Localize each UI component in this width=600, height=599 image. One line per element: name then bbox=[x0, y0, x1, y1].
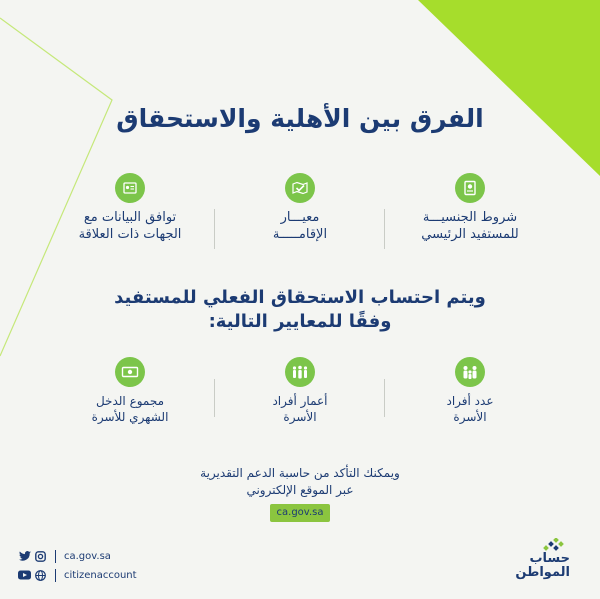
criterion-data-match-line2: الجهات ذات العلاقة bbox=[78, 227, 182, 242]
divider bbox=[214, 209, 215, 249]
footer-separator bbox=[55, 569, 56, 582]
divider bbox=[214, 379, 215, 417]
footer-separator bbox=[55, 550, 56, 563]
footer-handle-row bbox=[18, 567, 137, 583]
criterion-nationality-line1: شروط الجنسيـــة bbox=[422, 210, 518, 225]
footer-handle-text: citizenaccount bbox=[64, 569, 137, 581]
footer-site-text: ca.gov.sa bbox=[64, 550, 111, 562]
money-income-icon bbox=[115, 357, 145, 387]
criterion-family-ages-line2: الأسرة bbox=[283, 410, 317, 424]
residence-map-icon bbox=[285, 173, 315, 203]
divider bbox=[384, 209, 385, 249]
data-match-icon bbox=[115, 173, 145, 203]
subtitle-line1: ويتم احتساب الاستحقاق الفعلي للمستفيد bbox=[114, 287, 486, 308]
website-link-button[interactable]: ca.gov.sa bbox=[270, 504, 330, 522]
criterion-monthly-income-line2: الشهري للأسرة bbox=[91, 410, 169, 424]
family-members-icon bbox=[455, 357, 485, 387]
twitter-icon[interactable] bbox=[18, 551, 31, 562]
footer-social bbox=[18, 548, 137, 586]
note-line2: عبر الموقع الإلكتروني bbox=[246, 483, 354, 497]
brand-line1: حساب bbox=[529, 551, 570, 566]
criterion-residence-line2: الإقامـــــة bbox=[272, 227, 328, 242]
footer-site-row bbox=[18, 548, 137, 564]
criterion-family-ages bbox=[230, 357, 370, 425]
globe-icon[interactable] bbox=[34, 570, 47, 581]
criterion-monthly-income-line1: مجموع الدخل bbox=[95, 394, 165, 408]
entitlement-criteria bbox=[60, 357, 540, 437]
criterion-monthly-income bbox=[60, 357, 200, 425]
criterion-residence bbox=[230, 173, 370, 243]
criterion-family-size-line2: الأسرة bbox=[453, 410, 487, 424]
nationality-document-icon bbox=[455, 173, 485, 203]
subtitle-line2: وفقًا للمعايير التالية: bbox=[208, 311, 392, 332]
calculator-note bbox=[0, 465, 600, 499]
eligibility-criteria bbox=[60, 173, 540, 253]
divider bbox=[384, 379, 385, 417]
family-ages-icon bbox=[285, 357, 315, 387]
criterion-family-size bbox=[400, 357, 540, 425]
criterion-data-match-line1: توافق البيانات مع bbox=[83, 210, 177, 225]
criterion-family-ages-line1: أعمار أفراد bbox=[272, 394, 328, 408]
citizen-account-logo bbox=[490, 538, 570, 578]
page-title: الفرق بين الأهلية والاستحقاق bbox=[116, 104, 484, 133]
youtube-icon[interactable] bbox=[18, 570, 31, 581]
criterion-data-match bbox=[60, 173, 200, 243]
instagram-icon[interactable] bbox=[34, 551, 47, 562]
note-line1: ويمكنك التأكد من حاسبة الدعم التقديرية bbox=[200, 466, 400, 480]
brand-line2: المواطن bbox=[515, 565, 570, 580]
criterion-nationality-line2: للمستفيد الرئيسي bbox=[421, 227, 519, 242]
entitlement-subtitle bbox=[0, 286, 600, 334]
criterion-residence-line1: معيـــار bbox=[280, 210, 320, 225]
criterion-family-size-line1: عدد أفراد bbox=[446, 394, 494, 408]
criterion-nationality bbox=[400, 173, 540, 243]
